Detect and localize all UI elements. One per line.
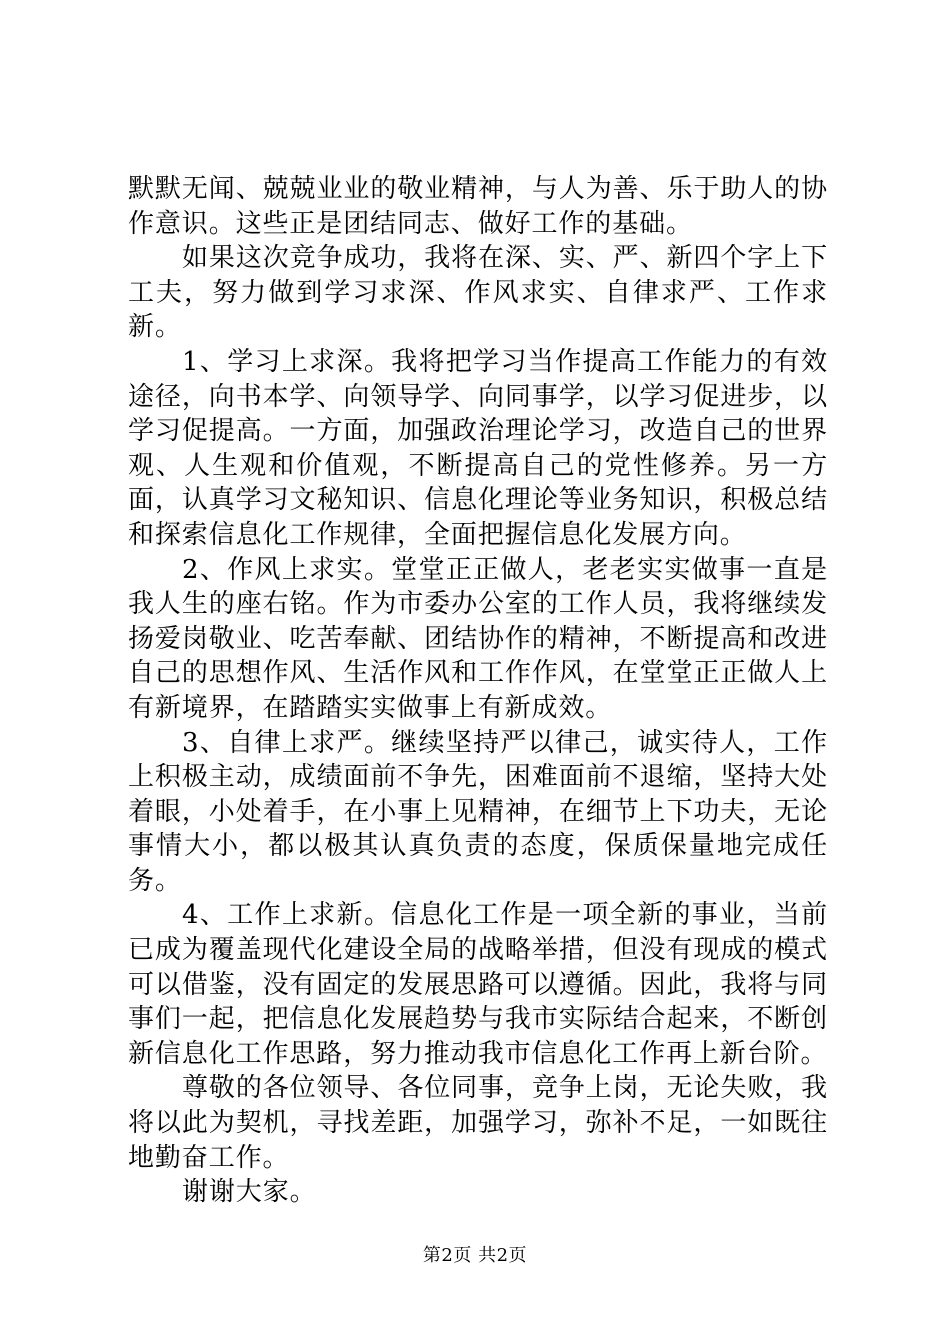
document-body — [128, 172, 828, 1210]
page-footer — [0, 1244, 950, 1268]
paragraph-7: 尊敬的各位领导、各位同事，竞争上岗，无论失败，我将以此为契机，寻找差距，加强学习，弥补不足，一如既往地勤奋工作。 — [128, 1073, 828, 1173]
paragraph-6: 4、工作上求新。信息化工作是一项全新的事业，当前已成为覆盖现代化建设全局的战略举措，但没有现成的模式可以借鉴，没有固定的发展思路可以遵循。因此，我将与同事们一起，把信息化发展趋势与我市实际结合起来，不断创新信息化工作思路，努力推动我市信息化工作再上新台阶。 — [128, 900, 828, 1069]
paragraph-8: 谢谢大家。 — [182, 1177, 317, 1208]
paragraph-5: 3、自律上求严。继续坚持严以律己，诚实待人，工作上积极主动，成绩面前不争先，困难面前不退缩，坚持大处着眼，小处着手，在小事上见精神，在细节上下功夫，无论事情大小，都以极其认真负责的态度，保质保量地完成任务。 — [128, 727, 828, 896]
paragraph-2: 如果这次竞争成功，我将在深、实、严、新四个字上下工夫，努力做到学习求深、作风求实、自律求严、工作求新。 — [128, 243, 828, 343]
paragraph-1: 默默无闻、兢兢业业的敬业精神，与人为善、乐于助人的协作意识。这些正是团结同志、做好工作的基础。 — [128, 174, 828, 239]
paragraph-4: 2、作风上求实。堂堂正正做人，老老实实做事一直是我人生的座右铭。作为市委办公室的工作人员，我将继续发扬爱岗敬业、吃苦奉献、团结协作的精神，不断提高和改进自己的思想作风、生活作风和工作作风，在堂堂正正做人上有新境界，在踏踏实实做事上有新成效。 — [128, 554, 828, 723]
paragraph-3: 1、学习上求深。我将把学习当作提高工作能力的有效途径，向书本学、向领导学、向同事学，以学习促进步，以学习促提高。一方面，加强政治理论学习，改造自己的世界观、人生观和价值观，不断提高自己的党性修养。另一方面，认真学习文秘知识、信息化理论等业务知识，积极总结和探索信息化工作规律，全面把握信息化发展方向。 — [128, 346, 828, 550]
page-number-label: 第2页 共2页 — [422, 1245, 528, 1266]
